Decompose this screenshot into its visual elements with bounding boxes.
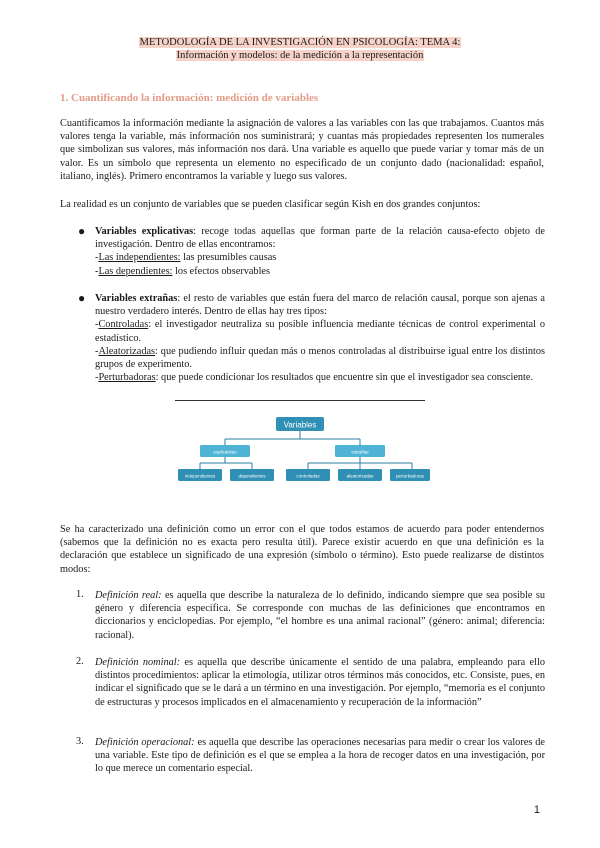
variables-diagram [170,410,430,500]
item-label: Las dependientes: [98,265,173,277]
item-label: Perturbadoras [98,372,156,384]
bullet-explicativas: Variables explicativas: recoge todas aquellas que forman parte de la relación causa-efecto objeto de investigación. Dentro de ellas encontramos: -Las independientes: las presumibles causas -Las dependientes: los efectos observables [95,226,545,277]
horizontal-rule [175,400,425,401]
bullet-title: Variables extrañas [95,293,178,304]
list-item: Definición real: es aquella que describe la naturaleza de lo definido, indicando siempre que sea posible su género y diferencia específica. Se corresponde con muchas de las definiciones que encontramos en diccionarios y enciclopedias. Por ejemplo, “el hombre es una animal racional” (género: animal; diferencia: racional). [95,590,545,641]
list-number: 3. [76,736,84,747]
header-line-2: Información y modelos: de la medición a la representación [176,50,424,61]
section-title: 1. Cuantificando la información: medición de variables [60,92,319,104]
list-term: Definición nominal: [95,657,181,668]
node-perturbadoras-label: perturbadoras [395,473,425,479]
list-term: Definición real: [95,590,162,601]
node-root-label: Variables [283,420,317,430]
bullet-text: : el resto de variables que están fuera del marco de relación causal, porque son ajenas a nuestro verdadero interés. Dentro de ellas hay tres tipos: [95,293,545,318]
bullet-extranas: Variables extrañas: el resto de variables que están fuera del marco de relación causal, porque son ajenas a nuestro verdadero interés. Dentro de ellas hay tres tipos: -Controladas: el investigador neutraliza su posible influencia mediante técnicas de control experimental o estadístico. -Aleatorizadas: que pudiendo influir quedan más o menos controladas al distribuirse igual entre los distintos grupos de experimento. -Perturbadoras: que puede condicionar los resultados que encuentre sin que el investigador sea consciente. [95,293,545,384]
node-explicativas-label: explicativas [213,449,237,455]
list-number: 1. [76,589,84,600]
page-number: 1 [533,804,540,816]
item-label: Aleatorizadas [98,345,156,357]
node-dependientes-label: dependientes [238,473,266,479]
node-independientes-label: independientes [184,473,216,479]
node-extranas-label: extrañas [351,449,369,455]
bullet-icon: ● [78,291,86,305]
list-number: 2. [76,656,84,667]
node-controladas-label: controladas [296,473,320,479]
document-header [0,36,600,62]
header-line-1: METODOLOGÍA DE LA INVESTIGACIÓN EN PSICOLOGÍA: TEMA 4: [139,37,461,48]
list-item: Definición nominal: es aquella que describe únicamente el sentido de una palabra, empleando para ello distintos procedimientos: aplicar la etimología, utilizar otros términos más conocidos, etc. Consiste, pues, en indicar el significado que se le dará a un término en una investigación. Por ejemplo, “memoria es el conjunto de estructuras y procesos implicados en el almacenamiento y recuperación de la información” [95,657,545,708]
paragraph-3: Se ha caracterizado una definición como un error con el que todos estamos de acuerdo para poder entendernos (sabemos que la definición no es exacta pero resulta útil). Parece existir acuerdo en que una definición es la declaración que establece un significado de una expresión (símbolo o término). Esto puede realizarse de distintos modos: [60,524,544,575]
paragraph-1: Cuantificamos la información mediante la asignación de valores a las variables con las que trabajamos. Cuantos más valores tenga la variable, más información nos suministrará; y cuantas más propiedades representen los numerales que simbolizan sus valores, más información nos dará. Una variable es aquello que puede variar y tomar más de un valor. Es un símbolo que representa un elemento no especificado de un conjunto dado (nacionalidad: español, italiano, inglés). Primero encontramos la variable y luego sus valores. [60,118,544,182]
list-item: Definición operacional: es aquella que describe las operaciones necesarias para medir o crear los valores de una variable. Este tipo de definición es el que se emplea a la hora de recoger datos en una investigación, por lo que merece un comentario especial. [95,737,545,775]
list-term: Definición operacional: [95,737,195,748]
bullet-text: : recoge todas aquellas que forman parte de la relación causa-efecto objeto de investigación. Dentro de ellas encontramos: [95,226,545,251]
paragraph-2: La realidad es un conjunto de variables que se pueden clasificar según Kish en dos grandes conjuntos: [60,199,481,210]
node-aleatorizadas-label: aleatorizadas [346,473,374,479]
bullet-title: Variables explicativas [95,226,194,237]
item-label: Las independientes: [98,252,181,264]
item-label: Controladas [98,319,149,331]
bullet-icon: ● [78,224,86,238]
